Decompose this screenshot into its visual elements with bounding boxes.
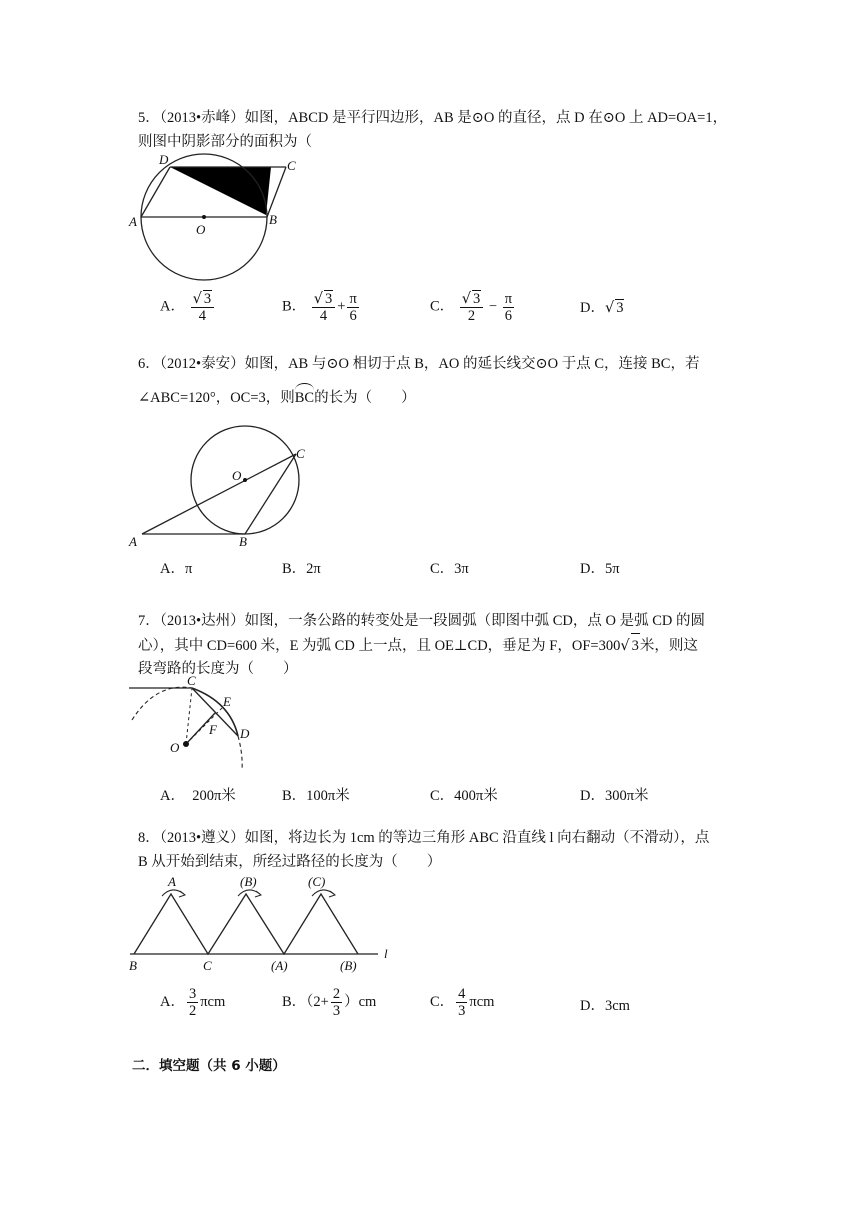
q6-label-A: A: [129, 534, 137, 549]
q7-label-D: D: [240, 726, 250, 741]
q8-figure: [126, 872, 406, 977]
q6-option-d[interactable]: D．5π: [580, 561, 620, 577]
q5-shapes: [141, 154, 286, 280]
q5-label-O: O: [196, 222, 206, 237]
q8-text-line2: B 从开始到结束，所经过路径的长度为（ ）: [138, 854, 442, 870]
q7-option-b[interactable]: B．100π米: [282, 788, 350, 804]
q7-option-c[interactable]: C．400π米: [430, 788, 498, 804]
q8-label-top1: A: [168, 874, 176, 889]
q7-figure: [126, 672, 266, 782]
q6-text-line2: ∠ABC=120°，OC=3，则BC的长为（ ）: [138, 386, 416, 410]
q5-option-c[interactable]: C． $\frac{√ 3}{2}$ − $\frac{\pi}{6}$: [430, 290, 513, 324]
q5-option-b[interactable]: B． $\frac{√ 3}{4}$ + $\frac{\pi}{6}$: [282, 290, 357, 324]
q8-label-b1: B: [129, 958, 137, 973]
q8-option-d[interactable]: D．3cm: [580, 998, 630, 1014]
q6-option-b[interactable]: B．2π: [282, 561, 321, 577]
q8-label-b2: C: [203, 958, 212, 973]
q6-option-a[interactable]: A．π: [160, 561, 193, 577]
q8-option-a[interactable]: A． $\frac{3}{2}$ πcm: [160, 986, 226, 1019]
q7-text-line2: 心），其中 CD=600 米，E 为弧 CD 上一点，且 OE⊥CD，垂足为 F，OF=300√ 3米，则这: [138, 633, 698, 658]
q7-option-a[interactable]: A． 200π米: [160, 788, 236, 804]
q6-label-O: O: [232, 468, 242, 483]
section-title: 二．填空题（共 6 小题）: [132, 1058, 286, 1074]
q8-label-l: l: [384, 946, 388, 961]
q6-figure: [126, 420, 326, 550]
q7-label-C: C: [187, 673, 196, 688]
q5-label-A: A: [129, 214, 137, 229]
q6-label-B: B: [239, 534, 247, 549]
q7-label-F: F: [209, 722, 217, 737]
q6-text-line1: 6．（2012•泰安）如图，AB 与⊙O 相切于点 B，AO 的延长线交⊙O 于点 C，连接 BC，若: [138, 356, 700, 372]
q7-option-d[interactable]: D．300π米: [580, 788, 649, 804]
q6-option-c[interactable]: C．3π: [430, 561, 469, 577]
q6-arc-bc: BC: [295, 386, 314, 410]
q5-text-line2: 则图中阴影部分的面积为（: [138, 134, 312, 150]
q7-label-E: E: [223, 694, 231, 709]
q8-label-b4: (B): [340, 958, 357, 973]
q7-text-line3: 段弯路的长度为（ ）: [138, 661, 298, 677]
q8-option-b[interactable]: B．（2+ $\frac{2}{3}$ ）cm: [282, 986, 377, 1019]
q5-option-d[interactable]: D．√ 3: [580, 300, 624, 316]
q5-figure: [126, 150, 316, 290]
q5-text-line1: 5．（2013•赤峰）如图，ABCD 是平行四边形，AB 是⊙O 的直径，点 D 在⊙O 上 AD=OA=1，: [138, 110, 728, 126]
q5-label-D: D: [159, 152, 169, 167]
q5-option-a[interactable]: A． $\frac{√ 3}{4}$: [160, 290, 216, 324]
q8-label-top2: (B): [240, 874, 257, 889]
q8-text-line1: 8．（2013•遵义）如图，将边长为 1cm 的等边三角形 ABC 沿直线 l 向右翻动（不滑动），点: [138, 830, 710, 846]
q5-label-C: C: [287, 158, 296, 173]
q8-option-c[interactable]: C． $\frac{4}{3}$ πcm: [430, 986, 495, 1019]
q7-text-line1: 7．（2013•达州）如图，一条公路的转变处是一段圆弧（即图中弧 CD，点 O 是弧 CD 的圆: [138, 613, 705, 629]
q5-label-B: B: [269, 212, 277, 227]
q8-label-top3: (C): [308, 874, 326, 889]
q6-label-C: C: [296, 446, 305, 461]
q8-label-b3: (A): [271, 958, 288, 973]
q7-label-O: O: [170, 740, 180, 755]
